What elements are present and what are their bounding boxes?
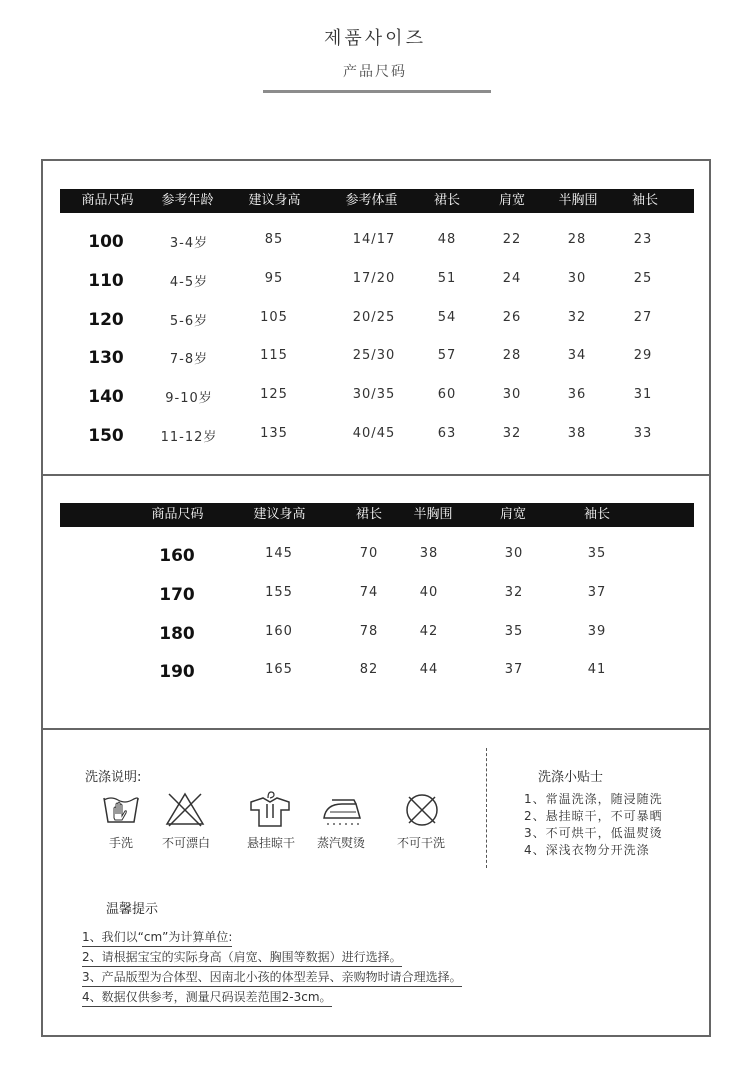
- size-value: 150: [88, 426, 124, 446]
- size-table-2-header: [60, 503, 694, 527]
- table-cell: 125: [260, 387, 288, 403]
- header-cell: 裙长: [355, 507, 382, 522]
- size-value: 120: [88, 309, 124, 330]
- no-bleach-label: 不可漂白: [161, 836, 210, 850]
- table-cell: 30/35: [352, 387, 396, 403]
- table-cell: 70: [359, 546, 379, 561]
- table-cell: 78: [359, 623, 379, 639]
- tip-item: 4、深浅衣物分开洗涤: [524, 843, 650, 857]
- tip-item: 1、常温洗涤，随浸随洗: [524, 792, 663, 806]
- header-cell: 参考年龄: [161, 193, 214, 208]
- size-value: 170: [159, 584, 195, 605]
- table-cell: 22: [502, 232, 522, 247]
- page-subtitle-chinese: 产品尺码: [343, 64, 407, 80]
- washing-instructions-title: 洗涤说明:: [85, 770, 142, 785]
- table-cell: 26: [502, 309, 522, 325]
- steam-iron-label: 蒸汽熨烫: [316, 836, 365, 850]
- header-cell: 肩宽: [499, 507, 526, 522]
- table-cell: 29: [633, 348, 653, 364]
- table-cell: 33: [633, 426, 653, 441]
- header-cell: 建议身高: [253, 507, 306, 522]
- size-value: 180: [159, 623, 195, 644]
- table-cell: 31: [633, 387, 653, 403]
- table-cell: 30: [502, 387, 522, 403]
- table-cell: 23: [633, 232, 653, 247]
- hand-wash-icon: [100, 792, 142, 830]
- size-value: 140: [88, 387, 124, 408]
- header-cell: 肩宽: [498, 193, 525, 208]
- size-value: 190: [159, 662, 195, 683]
- table-cell: 28: [502, 348, 522, 364]
- table-cell: 7-8岁: [169, 352, 209, 368]
- hang-dry-label: 悬挂晾干: [246, 836, 295, 850]
- title-underline: [263, 90, 491, 93]
- table-cell: 32: [502, 426, 522, 441]
- size-value: 130: [88, 348, 124, 369]
- table-cell: 145: [265, 546, 293, 561]
- table-cell: 25: [633, 270, 653, 286]
- reminder-note: 2、请根据宝宝的实际身高（肩宽、胸围等数据）进行选择。: [82, 948, 402, 967]
- table-cell: 60: [437, 387, 457, 403]
- header-cell: 建议身高: [248, 193, 301, 208]
- table-cell: 135: [260, 426, 288, 441]
- table-cell: 115: [260, 348, 288, 364]
- no-tumble-dry-icon: [402, 792, 442, 828]
- section-divider-1: [41, 474, 711, 476]
- table-cell: 27: [633, 309, 653, 325]
- table-cell: 17/20: [352, 270, 396, 286]
- table-cell: 51: [437, 270, 457, 286]
- table-cell: 20/25: [352, 309, 396, 325]
- size-value: 110: [88, 270, 124, 291]
- table-cell: 160: [265, 623, 293, 639]
- table-cell: 32: [504, 584, 524, 600]
- no-dry-clean-label: 不可干洗: [396, 836, 445, 850]
- table-cell: 4-5岁: [169, 274, 209, 290]
- table-cell: 5-6岁: [169, 313, 209, 329]
- table-cell: 28: [567, 232, 587, 247]
- table-cell: 39: [587, 623, 607, 639]
- table-cell: 105: [260, 309, 288, 325]
- header-cell: 半胸围: [413, 507, 453, 522]
- table-cell: 85: [264, 232, 284, 247]
- warm-reminder-title: 温馨提示: [106, 902, 159, 917]
- header-cell: 袖长: [583, 507, 610, 522]
- washing-tips-title: 洗涤小贴士: [538, 770, 604, 785]
- header-cell: 参考体重: [345, 193, 398, 208]
- table-cell: 11-12岁: [160, 430, 218, 445]
- table-cell: 30: [567, 270, 587, 286]
- table-cell: 54: [437, 309, 457, 325]
- hang-dry-icon: [247, 788, 293, 830]
- header-cell: 半胸围: [558, 193, 598, 208]
- size-table-1-header: [60, 189, 694, 213]
- table-cell: 37: [587, 584, 607, 600]
- hand-wash-label: 手洗: [108, 836, 133, 850]
- table-cell: 38: [567, 426, 587, 441]
- no-bleach-icon: [163, 790, 207, 830]
- table-cell: 63: [437, 426, 457, 441]
- table-cell: 44: [419, 662, 439, 678]
- table-cell: 36: [567, 387, 587, 403]
- table-cell: 95: [264, 270, 284, 286]
- reminder-note: 3、产品版型为合体型、因南北小孩的体型差异、亲购物时请合理选择。: [82, 968, 462, 987]
- table-cell: 34: [567, 348, 587, 364]
- reminder-note: 4、数据仅供参考，测量尺码误差范围2-3cm。: [82, 988, 332, 1007]
- steam-iron-icon: [318, 792, 364, 830]
- header-cell: 裙长: [433, 193, 460, 208]
- table-cell: 42: [419, 623, 439, 639]
- table-cell: 74: [359, 584, 379, 600]
- page-title-korean: 제품사이즈: [324, 28, 426, 49]
- reminder-note: 1、我们以“cm”为计算单位:: [82, 928, 232, 947]
- tip-item: 3、不可烘干，低温熨烫: [524, 826, 663, 840]
- table-cell: 25/30: [352, 348, 396, 364]
- header-cell: 商品尺码: [81, 193, 134, 208]
- table-cell: 57: [437, 348, 457, 364]
- section-divider-2: [41, 728, 711, 730]
- table-cell: 3-4岁: [169, 236, 209, 251]
- table-cell: 35: [587, 546, 607, 561]
- header-cell: 商品尺码: [151, 507, 204, 522]
- table-cell: 165: [265, 662, 293, 678]
- table-cell: 24: [502, 270, 522, 286]
- table-cell: 37: [504, 662, 524, 678]
- tip-item: 2、悬挂晾干，不可暴晒: [524, 809, 663, 823]
- table-cell: 48: [437, 232, 457, 247]
- table-cell: 40/45: [352, 426, 396, 441]
- table-cell: 82: [359, 662, 379, 678]
- size-value: 100: [88, 232, 124, 252]
- table-cell: 9-10岁: [165, 391, 213, 407]
- table-cell: 32: [567, 309, 587, 325]
- table-cell: 30: [504, 546, 524, 561]
- dotted-divider: [486, 748, 487, 868]
- size-value: 160: [159, 546, 195, 566]
- table-cell: 40: [419, 584, 439, 600]
- table-cell: 35: [504, 623, 524, 639]
- table-cell: 14/17: [352, 232, 396, 247]
- table-cell: 38: [419, 546, 439, 561]
- header-cell: 袖长: [631, 193, 658, 208]
- table-cell: 155: [265, 584, 293, 600]
- table-cell: 41: [587, 662, 607, 678]
